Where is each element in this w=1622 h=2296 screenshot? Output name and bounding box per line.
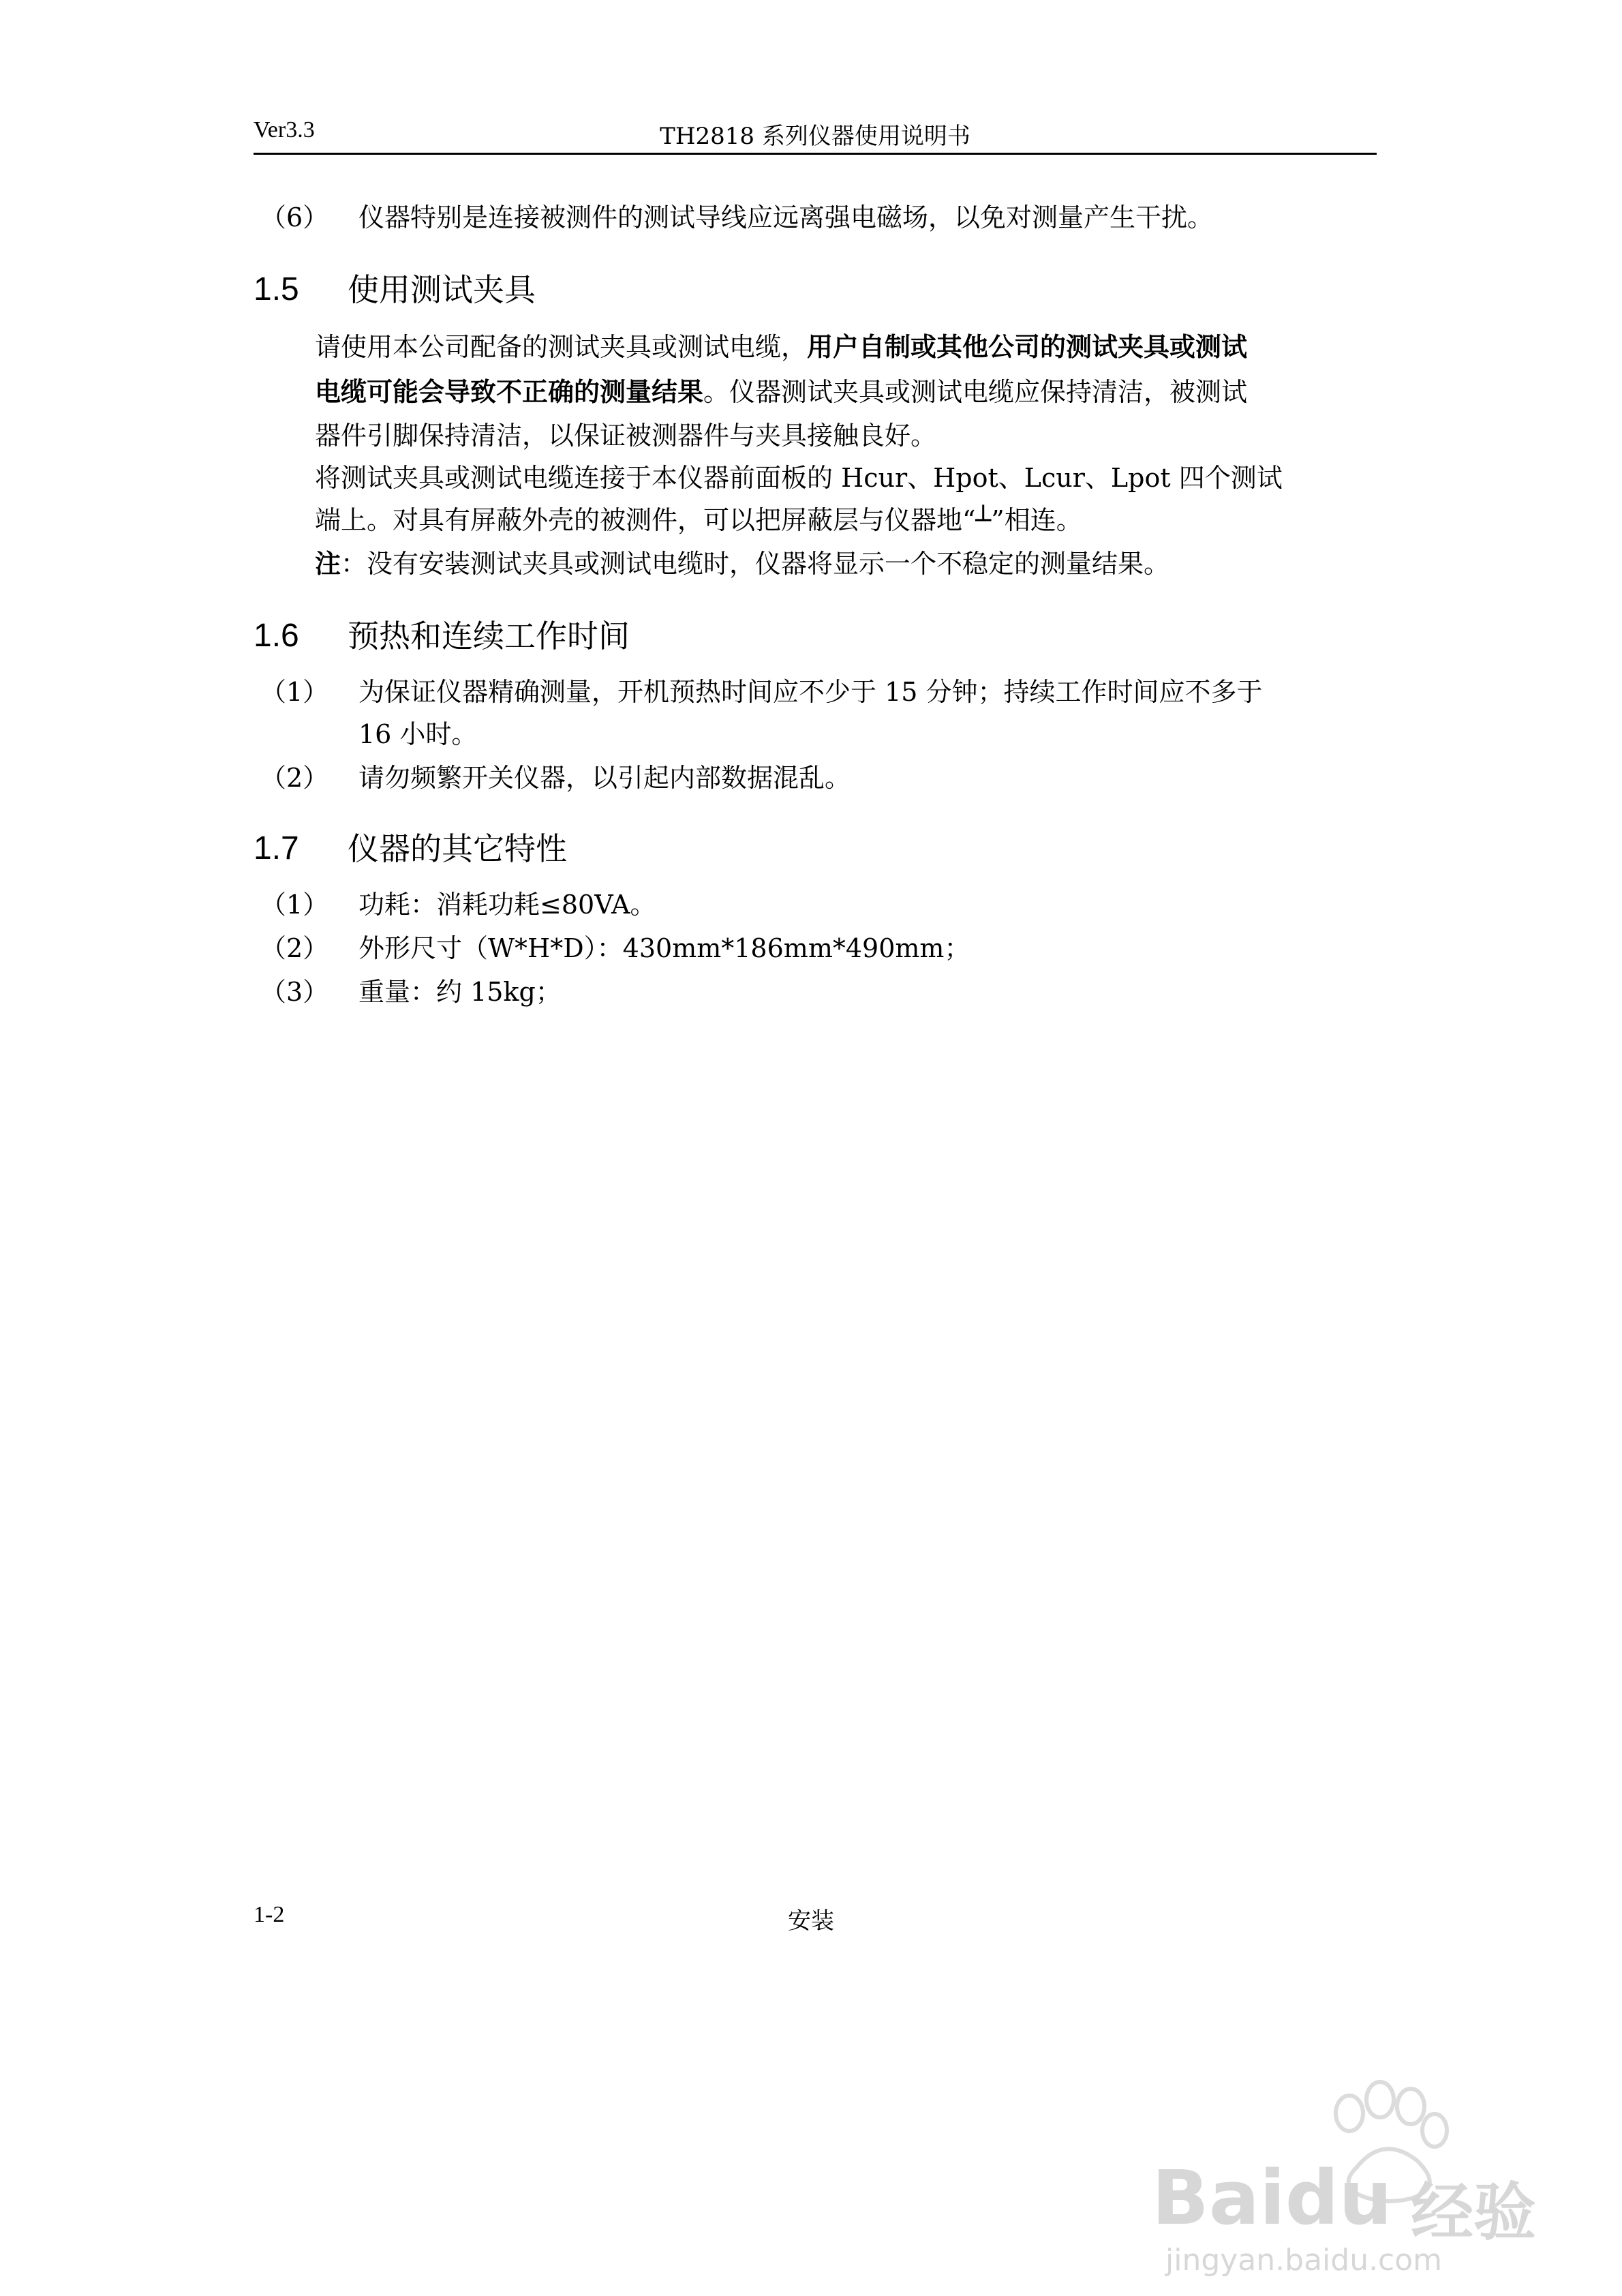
list-item-text: 16 小时。 bbox=[358, 719, 478, 749]
paragraph-text: 。仪器测试夹具或测试电缆应保持清洁，被测试 bbox=[703, 377, 1248, 407]
section-title: 使用测试夹具 bbox=[348, 271, 536, 308]
list-item-text: 为保证仪器精确测量，开机预热时间应不少于 15 分钟；持续工作时间应不多于 bbox=[358, 677, 1263, 707]
list-item-text: 重量：约 15kg； bbox=[358, 977, 562, 1007]
page-header bbox=[254, 115, 1377, 155]
section-title: 预热和连续工作时间 bbox=[348, 618, 630, 654]
watermark-brand-cn: 经验 bbox=[1411, 2176, 1537, 2249]
footer-page-number: 1-2 bbox=[254, 1902, 285, 1927]
paragraph-line bbox=[315, 379, 1247, 405]
list-item-number: （2） bbox=[260, 933, 329, 963]
paragraph-bold-text: 电缆可能会导致不正确的测量结果 bbox=[315, 377, 704, 407]
paragraph-line: 端上。对具有屏蔽外壳的被测件，可以把屏蔽层与仪器地“┴”相连。 bbox=[315, 505, 1082, 535]
section-heading-1-5 bbox=[254, 271, 536, 308]
section-number: 1.5 bbox=[254, 271, 299, 307]
paragraph-line: 器件引脚保持清洁，以保证被测器件与夹具接触良好。 bbox=[315, 421, 937, 451]
list-item-text: 功耗：消耗功耗≤80VA。 bbox=[358, 890, 656, 920]
watermark-url: jingyan.baidu.com bbox=[1165, 2243, 1443, 2278]
note-line bbox=[315, 551, 1169, 577]
section-heading-1-6 bbox=[254, 618, 630, 654]
paragraph-line bbox=[315, 334, 1247, 360]
list-item-number: （1） bbox=[260, 677, 329, 707]
paragraph-line: 将测试夹具或测试电缆连接于本仪器前面板的 Hcur、Hpot、Lcur、Lpot 四个测试 bbox=[315, 463, 1283, 493]
watermark-brand: Baidu bbox=[1152, 2154, 1392, 2241]
paragraph-text: 请使用本公司配备的测试夹具或测试电缆， bbox=[315, 332, 808, 362]
section-number: 1.7 bbox=[254, 830, 299, 866]
list-item-text: 请勿频繁开关仪器，以引起内部数据混乱。 bbox=[358, 763, 851, 793]
paragraph-bold-text: 用户自制或其他公司的测试夹具或测试 bbox=[807, 332, 1248, 362]
footer-chapter: 安装 bbox=[788, 1907, 834, 1935]
list-item-number: （2） bbox=[260, 763, 329, 793]
list-item-number: （1） bbox=[260, 890, 329, 920]
list-item-number: （6） bbox=[260, 202, 329, 232]
section-title: 仪器的其它特性 bbox=[348, 830, 567, 867]
baidu-watermark bbox=[1124, 2072, 1547, 2277]
list-item-number: （3） bbox=[260, 977, 329, 1007]
note-text: ：没有安装测试夹具或测试电缆时，仪器将显示一个不稳定的测量结果。 bbox=[341, 549, 1170, 579]
list-item-text: 仪器特别是连接被测件的测试导线应远离强电磁场，以免对测量产生干扰。 bbox=[358, 202, 1214, 232]
header-version: Ver3.3 bbox=[254, 117, 315, 142]
list-item-text: 外形尺寸（W*H*D）：430mm*186mm*490mm； bbox=[358, 933, 970, 963]
section-number: 1.6 bbox=[254, 618, 299, 654]
header-title: TH2818 系列仪器使用说明书 bbox=[660, 123, 970, 150]
note-label: 注 bbox=[315, 549, 341, 579]
section-heading-1-7 bbox=[254, 830, 567, 867]
